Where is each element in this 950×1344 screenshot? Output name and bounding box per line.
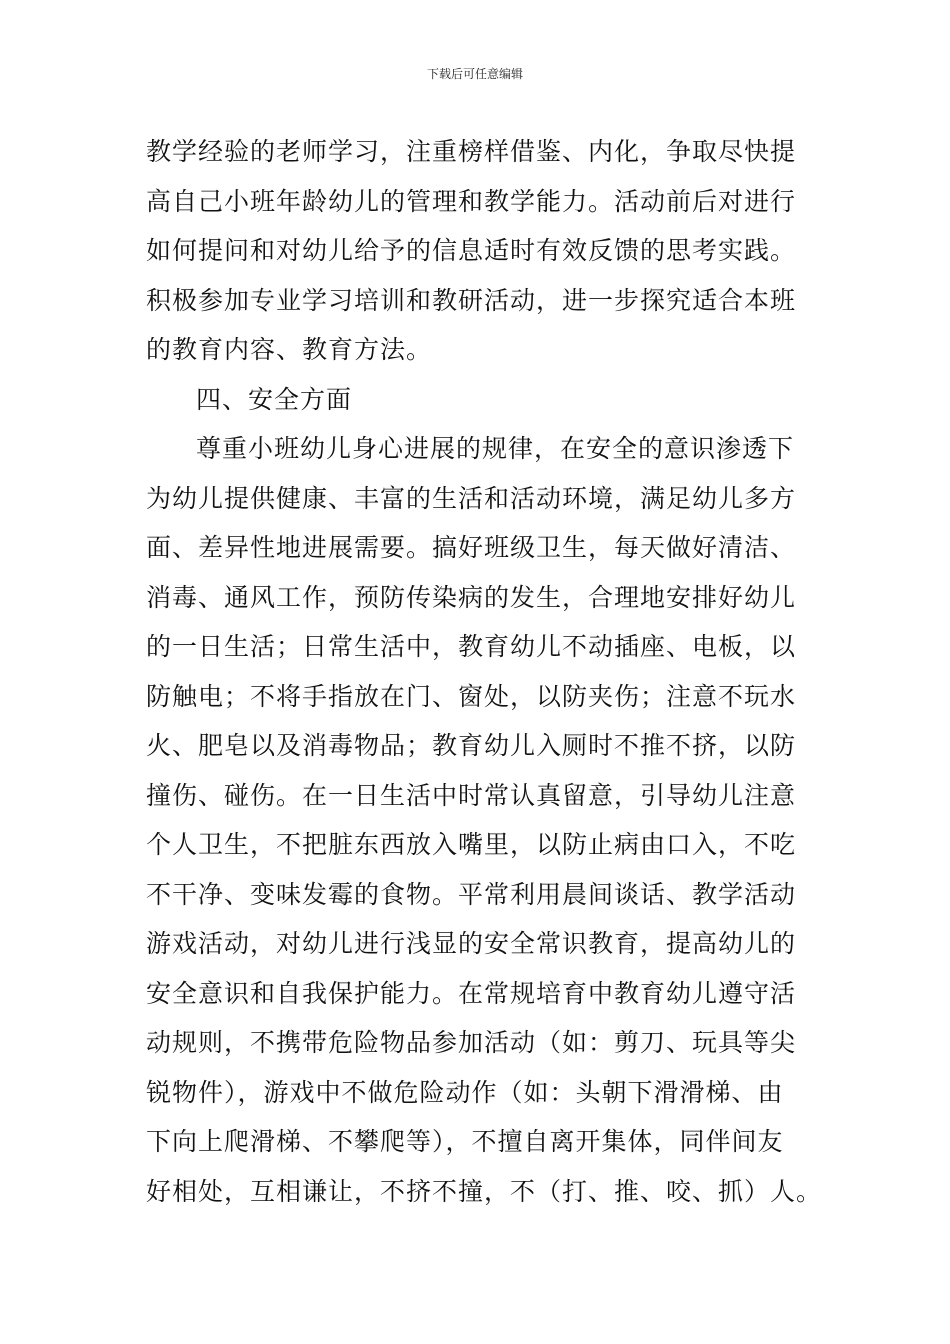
text-line: 动规则，不携带危险物品参加活动（如：剪刀、玩具等尖: [146, 1028, 797, 1057]
text-line: 下向上爬滑梯、不攀爬等），不擅自离开集体，同伴间友: [146, 1127, 784, 1156]
text-line: 锐物件），游戏中不做危险动作（如：头朝下滑滑梯、由: [146, 1077, 784, 1107]
section-heading: 四、安全方面: [196, 384, 353, 414]
text-line: 教学经验的老师学习，注重榜样借鉴、内化，争取尽快提: [146, 137, 797, 166]
text-line: 面、差异性地进展需要。搞好班级卫生，每天做好清洁、: [146, 533, 797, 562]
text-line: 消毒、通风工作，预防传染病的发生，合理地安排好幼儿: [146, 582, 797, 612]
text-line: 火、肥皂以及消毒物品；教育幼儿入厕时不推不挤，以防: [146, 731, 797, 760]
text-line: 为幼儿提供健康、丰富的生活和活动环境，满足幼儿多方: [146, 483, 797, 513]
text-line: 尊重小班幼儿身心进展的规律，在安全的意识渗透下: [196, 434, 795, 463]
text-line: 防触电；不将手指放在门、窗处，以防夹伤；注意不玩水: [146, 681, 797, 711]
document-body: [146, 127, 823, 1216]
page-header: 下载后可任意编辑: [426, 67, 523, 81]
text-line: 撞伤、碰伤。在一日生活中时常认真留意，引导幼儿注意: [146, 780, 797, 810]
text-line: 如何提问和对幼儿给予的信息适时有效反馈的思考实践。: [146, 236, 797, 265]
text-line: 高自己小班年龄幼儿的管理和教学能力。活动前后对进行: [146, 186, 797, 216]
text-line: 的教育内容、教育方法。: [146, 335, 433, 364]
text-line: 的一日生活；日常生活中，教育幼儿不动插座、电板，以: [146, 632, 797, 661]
text-line: 个人卫生，不把脏东西放入嘴里，以防止病由口入，不吃: [146, 830, 797, 859]
text-line: 积极参加专业学习培训和教研活动，进一步探究适合本班: [146, 285, 797, 315]
text-line: 安全意识和自我保护能力。在常规培育中教育幼儿遵守活: [146, 978, 797, 1008]
text-line: 游戏活动，对幼儿进行浅显的安全常识教育，提高幼儿的: [146, 929, 797, 958]
text-line: 不干净、变味发霉的食物。平常利用晨间谈话、教学活动: [146, 879, 797, 909]
text-line: 好相处，互相谦让，不挤不撞，不（打、推、咬、抓）人。: [146, 1176, 823, 1206]
